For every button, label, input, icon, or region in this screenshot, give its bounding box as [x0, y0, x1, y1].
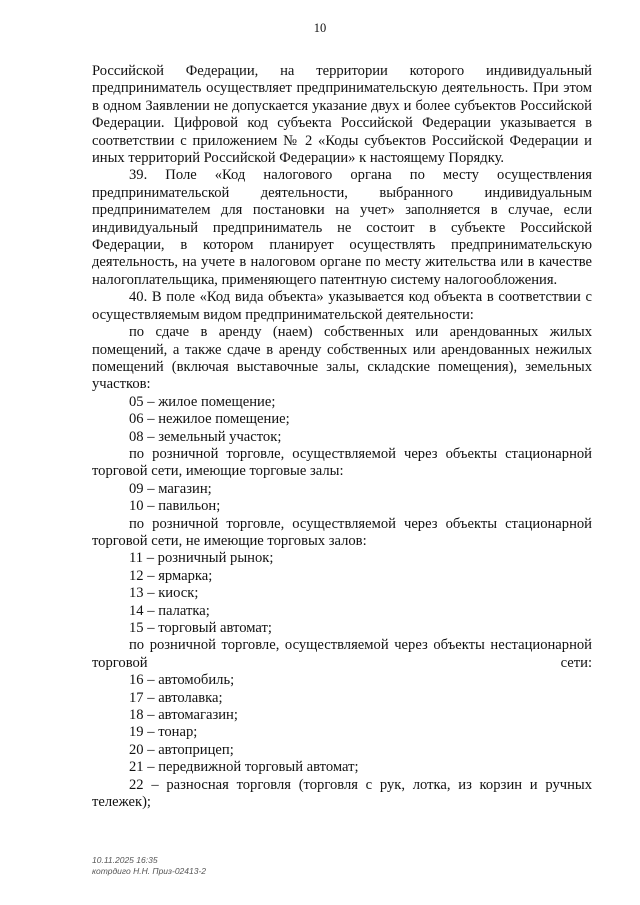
list-item-code-14: 14 – палатка;: [129, 602, 210, 619]
page-number: 10: [313, 21, 327, 35]
paragraph-code-22: 22 – разносная торговля (торговля с рук, лотка, из корзин и ручных тележек);: [92, 776, 592, 811]
paragraph-39: 39. Поле «Код налогового органа по месту осуществления предпринимательской деятельности, выбранного индивидуальным предпринимателем для постановки на учет» заполняется в случае, если индивидуальный предприниматель не состоит в субъекте Российской Федерации, в котором планирует осуществлять предпринимательскую деятельность, на учете в налоговом органе по месту жительства или в качестве налогоплательщика, применяющего патентную систему налогообложения.: [92, 167, 592, 288]
list-item-code-16: 16 – автомобиль;: [129, 672, 235, 689]
list-item-code-08: 08 – земельный участок;: [129, 428, 282, 445]
paragraph-mobile-intro: по розничной торговле, осуществляемой через объекты нестационарной торговой сети:: [92, 637, 592, 671]
list-item-code-06: 06 – нежилое помещение;: [129, 411, 290, 428]
list-item-code-13: 13 – киоск;: [129, 585, 199, 602]
list-item-code-10: 10 – павильон;: [129, 498, 221, 515]
list-item-code-19: 19 – тонар;: [129, 724, 198, 741]
footer-stamp: [92, 855, 206, 877]
footer-stamp-user: котрдиго Н.Н. Приз-02413-2: [92, 866, 207, 876]
list-item-code-18: 18 – автомагазин;: [129, 707, 238, 724]
list-item-code-05: 05 – жилое помещение;: [129, 393, 276, 410]
list-item-code-17: 17 – автолавка;: [129, 689, 223, 706]
paragraph-halls-intro: по розничной торговле, осуществляемой через объекты стационарной торговой сети, имеющие торговые залы:: [92, 445, 592, 480]
list-item-code-20: 20 – автоприцеп;: [129, 741, 234, 758]
footer-stamp-date: 10.11.2025 16:35: [92, 855, 158, 865]
list-item-code-21: 21 – передвижной торговый автомат;: [129, 759, 359, 776]
paragraph-subject-code: Российской Федерации, на территории которого индивидуальный предприниматель осуществляет предпринимательскую деятельность. При этом в одном Заявлении не допускается указание двух и более субъектов Российской Федерации. Цифровой код субъекта Российской Федерации указывается в соответствии с приложением № 2 «Коды субъектов Российской Федерации и иных территорий Российской Федерации» к настоящему Порядку.: [92, 63, 592, 167]
paragraph-rent-intro: по сдаче в аренду (наем) собственных или арендованных жилых помещений, а также сдаче в аренду собственных или арендованных нежилых помещений (включая выставочные залы, складские помещения), земельных участков:: [92, 324, 592, 393]
list-item-code-09: 09 – магазин;: [129, 480, 212, 497]
document-body: [92, 63, 592, 811]
list-item-code-11: 11 – розничный рынок;: [129, 550, 274, 567]
list-item-code-15: 15 – торговый автомат;: [129, 620, 272, 636]
paragraph-40: 40. В поле «Код вида объекта» указывается код объекта в соответствии с осуществляемым видом предпринимательской деятельности:: [92, 289, 592, 323]
list-item-code-12: 12 – ярмарка;: [129, 567, 213, 584]
paragraph-no-halls-intro: по розничной торговле, осуществляемой через объекты стационарной торговой сети, не имеющие торговых залов:: [92, 515, 592, 549]
